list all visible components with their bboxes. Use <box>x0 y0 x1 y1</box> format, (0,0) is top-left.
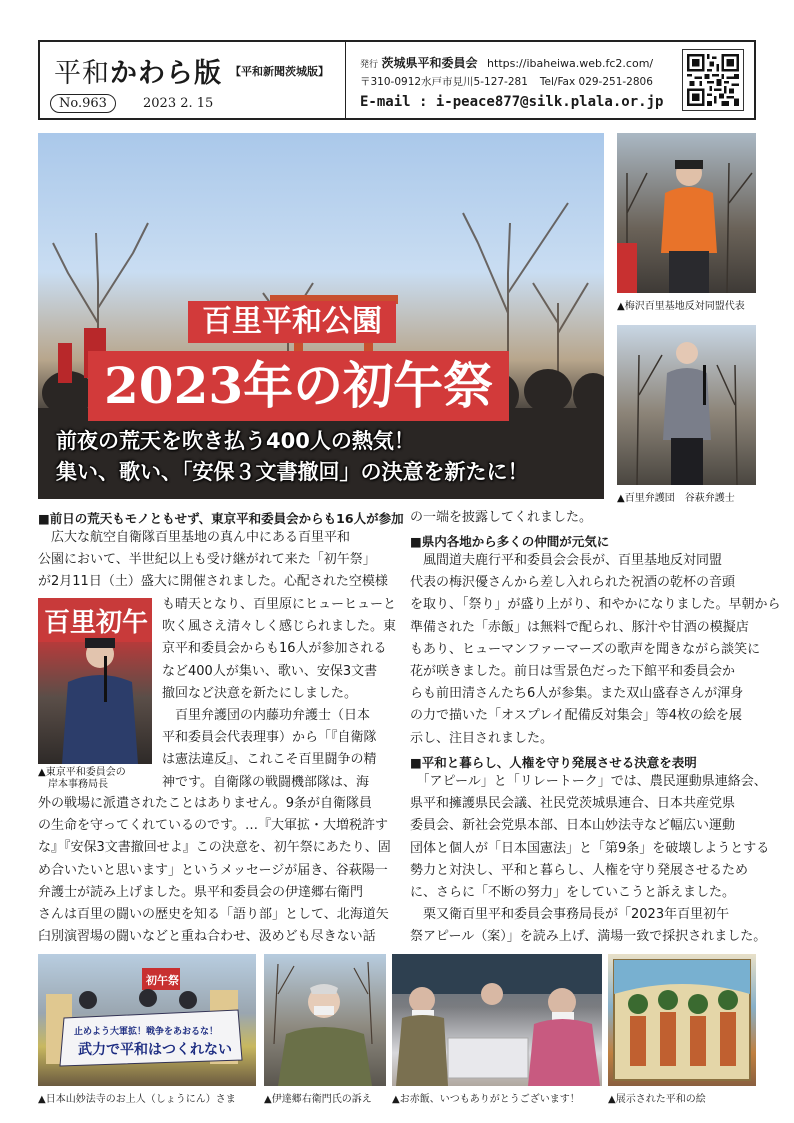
text-line: の生命を守ってくれているのです。…『大軍拡・大増税許す <box>38 818 388 834</box>
masthead <box>38 40 756 120</box>
text-line: 京平和委員会からも16人が参加される <box>162 641 387 657</box>
qr-code-icon[interactable] <box>682 49 744 111</box>
publisher-label: 発行 <box>360 60 379 70</box>
issue-date: 2023 2. 15 <box>143 96 214 111</box>
text-line: もあり、ヒューマンファーマーズの歌声を聞きながら談笑に <box>410 641 761 657</box>
text-line: が2月11日（土）盛大に開催されました。心配された空模様 <box>38 574 388 590</box>
text-line: 勢力と対決し、平和と暮らし、人権を守り発展させるため <box>410 862 749 878</box>
article-left-para-narrow <box>162 594 396 794</box>
text-line: 栗又衛百里平和委員会事務局長が「2023年百里初午 <box>410 907 730 923</box>
newsletter-title <box>54 51 222 90</box>
article-left-para-b <box>38 793 391 948</box>
text-line: め合いたいと思います」というメッセージが届き、谷萩陽一 <box>38 862 388 878</box>
side-photo-2-caption: ▲百里弁護団 谷萩弁護士 <box>617 493 735 504</box>
text-line: 外の戦場に派遣されたことはありません。9条が自衛隊員 <box>38 796 373 811</box>
inset-banner-text: 百里初午 <box>44 608 149 638</box>
bp1-banner-line2: 武力で平和はつくれない <box>78 1042 232 1058</box>
text-line: 平和委員会代表理事）から「『自衛隊 <box>162 730 377 746</box>
publisher-name: 茨城県平和委員会 <box>381 56 478 70</box>
text-line: を取り、「祭り」が盛り上がり、和やかになりました。早朝から <box>410 597 781 613</box>
text-line: な』『安保3文書撤回せよ』この決意を、初午祭にあたり、固 <box>38 840 391 856</box>
bottom-photo-monks <box>38 954 256 1086</box>
text-line: 弁護士が読み上げました。県平和委員会の伊達郷右衛門 <box>38 884 364 900</box>
text-line: 「アピール」と「リレートーク」では、農民運動県連絡会、 <box>410 774 767 789</box>
article-right-para-a <box>410 507 592 529</box>
publisher-row <box>360 54 653 71</box>
inset-caption-line2: 岸本事務局長 <box>38 779 108 790</box>
section-heading-1: ■前日の荒天もモノともせず、東京平和委員会からも16人が参加 <box>38 511 404 526</box>
article-left-para-a <box>38 527 388 594</box>
text-line: の一端を披露してくれました。 <box>410 510 593 525</box>
text-line: 準備された「赤飯」は無料で配られ、豚汁や甘酒の模擬店 <box>410 619 749 635</box>
text-line: 公園において、半世紀以上も受け継がれて来た「初午祭」 <box>38 552 376 568</box>
text-line: 撤回など決意を新たにしました。 <box>162 685 358 701</box>
text-line: 委員会、新社会党県本部、日本山妙法寺など幅広い運動 <box>410 818 736 834</box>
side-photo-1-caption: ▲梅沢百里基地反対同盟代表 <box>617 301 745 312</box>
bp1-sign: 初午祭 <box>146 974 179 987</box>
website-link[interactable]: https://ibaheiwa.web.fc2.com/ <box>487 57 654 70</box>
address-row <box>360 74 653 89</box>
bp1-banner-line1: 止めよう大軍拡！戦争をあおるな！ <box>74 1027 219 1037</box>
inset-photo-caption <box>38 767 126 791</box>
title-part-b: かわら版 <box>110 58 222 89</box>
hero-photo <box>38 133 604 499</box>
side-photo-yahagi <box>617 325 756 485</box>
article-right-para-c <box>410 771 769 949</box>
publisher-block <box>356 42 674 118</box>
masthead-title-block <box>40 42 346 118</box>
text-line: の力で描いた「オスプレイ配備反対集会」等4枚の絵を展 <box>410 708 742 724</box>
text-line: 吹く風さえ清々しく感じられました。東 <box>162 619 397 635</box>
text-line: に、さらに「不断の努力」をしていこうと訴えました。 <box>410 885 736 901</box>
email-address[interactable]: E-mail : i-peace877@silk.plala.or.jp <box>360 94 664 110</box>
bottom-photo-paintings <box>608 954 756 1086</box>
inset-caption-line1: ▲東京平和委員会の <box>38 767 126 778</box>
text-line: は憲法違反』、これこそ百里闘争の精 <box>162 752 377 768</box>
hero-caption-line1: 前夜の荒天を吹き払う400人の熱気！ <box>56 429 415 453</box>
title-part-a: 平和 <box>54 58 110 89</box>
tel-fax: Tel/Fax 029-251-2806 <box>539 76 653 88</box>
section-heading-2: ■県内各地から多くの仲間が元気に <box>410 534 610 549</box>
hero-caption-line2: 集い、歌い、「安保３文書撤回」の決意を新たに！ <box>56 460 529 484</box>
inset-photo-kishimoto <box>38 598 152 764</box>
hero-title-line1: 百里平和公園 <box>188 301 396 343</box>
section-heading-3: ■平和と暮らし、人権を守り発展させる決意を表明 <box>410 755 697 770</box>
newsletter-subtitle: 【平和新聞茨城版】 <box>230 65 329 78</box>
text-line: 代表の梅沢優さんから差し入れられた祝酒の乾杯の音頭 <box>410 575 736 591</box>
issue-number: No.963 <box>50 94 116 113</box>
article-right-para-b <box>410 550 781 750</box>
text-line: など400人が集い、歌い、安保3文書 <box>162 663 378 679</box>
text-line: らも前田清さんたち6人が参集。また双山盛春さんが渾身 <box>410 686 744 702</box>
bottom-photo-sekihan <box>392 954 602 1086</box>
hero-title-line2: 2023年の初午祭 <box>88 351 509 421</box>
text-line: 花が咲きました。前日は雪景色だった下館平和委員会か <box>410 664 736 680</box>
text-line: 示し、注目されました。 <box>410 730 554 746</box>
text-line: 神です。自衛隊の戦闘機部隊は、海 <box>162 774 369 790</box>
text-line: さんは百里の闘いの歴史を知る「語り部」として、北海道矢 <box>38 907 389 923</box>
bottom-photo-date <box>264 954 386 1086</box>
text-line: 広大な航空自衛隊百里基地の真ん中にある百里平和 <box>38 530 351 545</box>
bottom-photo-1-caption: ▲日本山妙法寺のお上人（しょうにん）さま <box>38 1094 236 1105</box>
text-line: 祭アピール（案）」を読み上げ、満場一致で採択されました。 <box>410 929 767 945</box>
text-line: 風間道夫鹿行平和委員会会長が、百里基地反対同盟 <box>410 553 723 568</box>
bottom-photo-4-caption: ▲展示された平和の絵 <box>608 1094 706 1105</box>
text-line: 臼別演習場の闘いなどと重ね合わせ、汲めども尽きない話 <box>38 929 376 945</box>
side-photo-umezawa <box>617 133 756 293</box>
bottom-photo-3-caption: ▲お赤飯、いつもありがとうございます！ <box>392 1094 580 1105</box>
text-line: 県平和擁護県民会議、社民党茨城県連合、日本共産党県 <box>410 796 736 812</box>
text-line: も晴天となり、百里原にヒューヒューと <box>162 597 397 612</box>
text-line: 団体と個人が「日本国憲法」と「第9条」を破壊しようとする <box>410 840 770 856</box>
postal-address: 〒310-0912水戸市見川5-127-281 <box>360 76 528 88</box>
bottom-photo-2-caption: ▲伊達郷右衛門氏の訴え <box>264 1094 372 1105</box>
text-line: 百里弁護団の内藤功弁護士（日本 <box>162 708 371 724</box>
